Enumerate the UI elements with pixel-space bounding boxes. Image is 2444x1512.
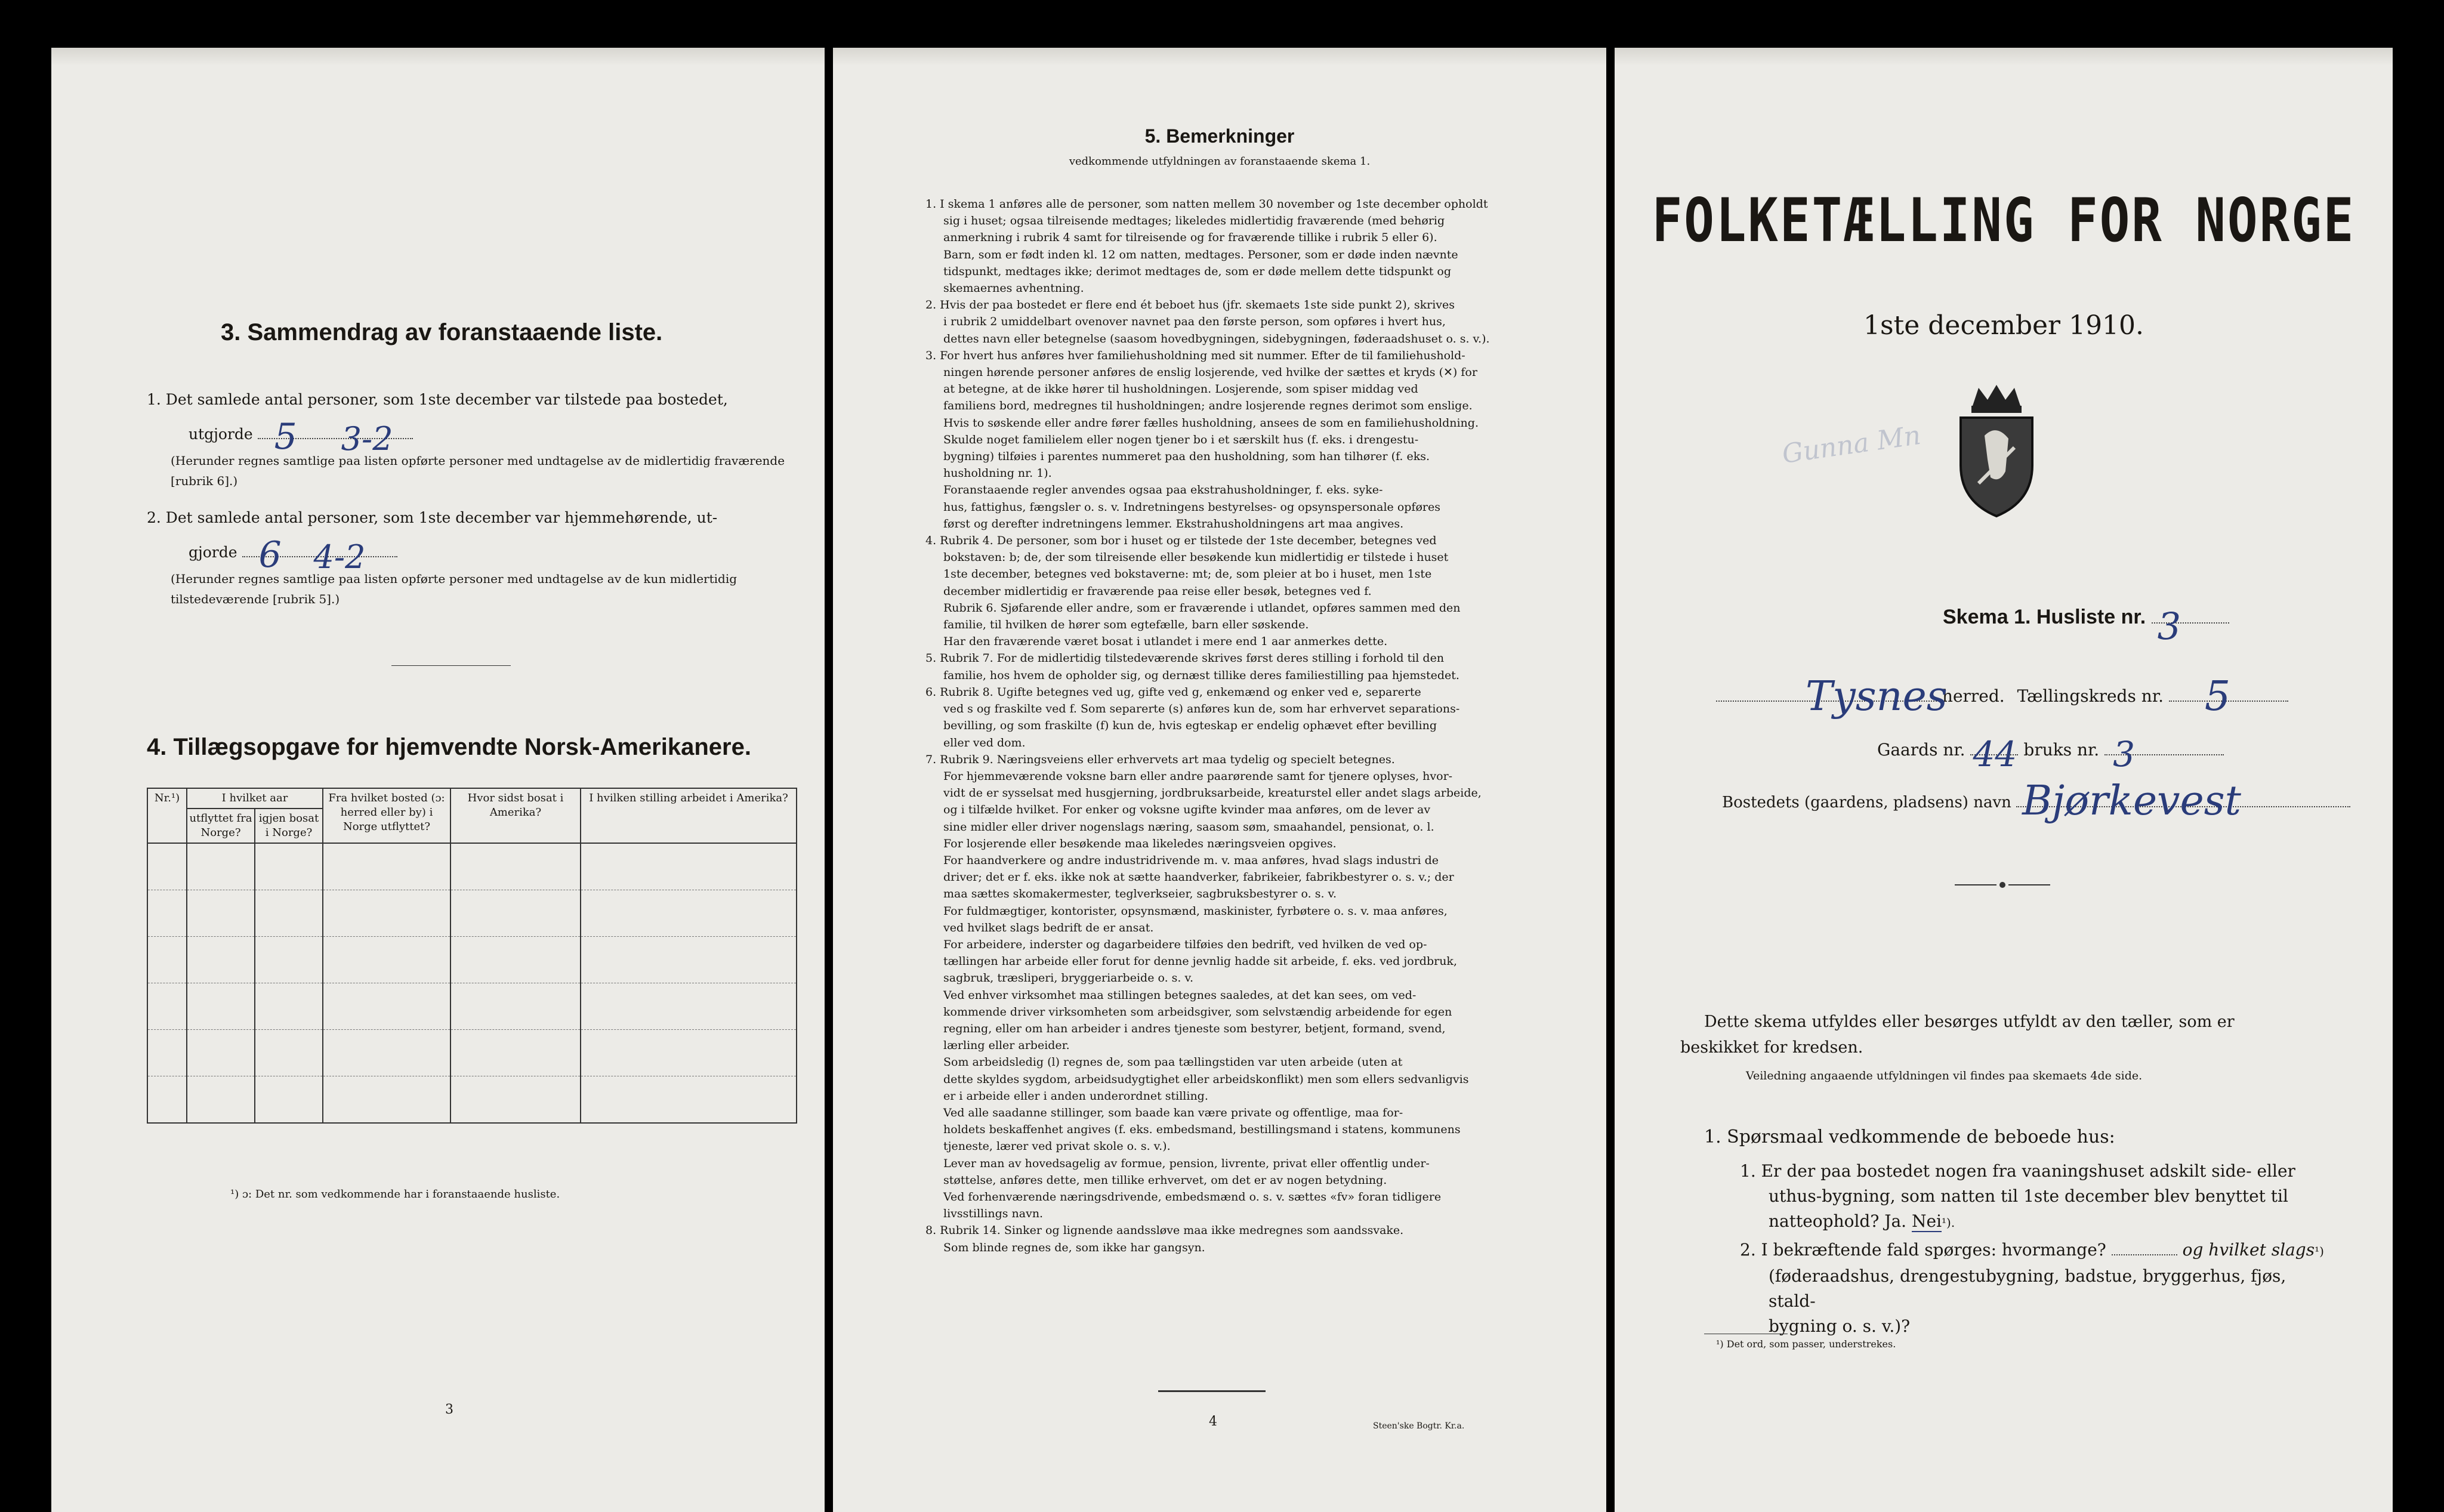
divider [391,665,511,666]
item1-note: (Herunder regnes samtlige paa listen opførte personer med undtagelse av de midlertidig fraværende [rubrik 6].) [171,453,785,488]
remark-line: først og derefter indretningens lemmer. Ekstrahusholdningens art maa angives. [943,517,1404,530]
col-nr: Nr.¹) [147,788,187,843]
item1-text: 1. Det samlede antal personer, som 1ste december var tilstede paa bostedet, [147,391,728,408]
kreds-field[interactable] [2169,673,2288,720]
remark-line: 2. Hvis der paa bostedet er flere end ét beboet hus (jfr. skemaets 1ste side punkt 2), skrives [925,298,1455,312]
remark-line: 1ste december, betegnes ved bokstaverne: mt; de, som pleier at bo i huset, men 1ste [943,567,1432,581]
herred-value: Tysnes [1806,673,1948,720]
remark-line: bokstaven: b; de, der som tilreisende eller besøkende kun midlertidig er tilstede i huset [943,551,1449,564]
remark-line: regning, eller om han arbeider i andres tjeneste som bestyrer, betjent, formand, svend, [943,1022,1446,1035]
bosted-line [1722,777,2350,825]
remark-line: og i tilfælde hvilket. For enker og voksne ugifte kvinder maa anføres, om de lever av [943,803,1431,817]
remark-line: Som blinde regnes de, som ikke har gangsyn. [943,1241,1205,1254]
remark-line: For losjerende eller besøkende maa likeledes næringsveien opgives. [943,837,1337,850]
remark-line: driver; det er f. eks. ikke nok at sætte haandverker, fabrikeier, fabrikbestyrer o. s. v.; der [943,871,1454,884]
bruks-label: bruks nr. [2023,740,2100,760]
remark-line: tidspunkt, medtages ikke; derimot medtages de, som er døde mellem dette tidspunkt og [943,264,1452,278]
item2-value: 6 [258,534,282,576]
remark-line: dettes navn eller betegnelse (saasom hovedbygningen, sidebygningen, føderaadshuset o. s. v.). [943,332,1490,345]
item2-text: 2. Det samlede antal personer, som 1ste december var hjemmehørende, ut- [147,509,718,526]
q1-line1: 1. Er der paa bostedet nogen fra vaaningshuset adskilt side- eller [1740,1161,2295,1181]
col-stilling: I hvilken stilling arbeidet i Amerika? [581,788,797,843]
item1-extra: 3-2 [341,420,393,458]
q2-mid: og hvilket slags [2182,1240,2315,1260]
page-cover [1615,48,2393,1512]
table-row [147,1030,797,1076]
remark-line: Barn, som er født inden kl. 12 om natten, medtages. Personer, som er døde inden nævnte [943,248,1458,261]
remark-line: skemaernes avhentning. [943,282,1084,295]
remark-line: 3. For hvert hus anføres hver familiehusholdning med sit nummer. Efter de til familiehushold- [925,348,1465,362]
remark-line: tællingen har arbeide eller forut for denne jevnlig hadde sit arbeide, f. eks. ved jordbruk, [943,955,1457,968]
remark-line: sagbruk, træsliperi, bryggeriarbeide o. s. v. [943,971,1194,985]
col-group-aar: I hvilket aar [187,788,323,809]
remark-line: Har den fraværende været bosat i utlandet i mere end 1 aar anmerkes dette. [943,635,1388,649]
remark-line: 5. Rubrik 7. For de midlertidig tilstedeværende skrives først deres stilling i forhold til den [925,652,1445,665]
remark-line: ved s og fraskilte ved f. Som separerte (s) anføres kun de, som har erhvervet separations- [943,702,1460,716]
q1-sup: ¹). [1942,1215,1955,1230]
col-fra: Fra hvilket bosted (ɔ: herred eller by) i Norge utflyttet? [323,788,450,843]
q1-line2: uthus-bygning, som natten til 1ste december blev benyttet til [1769,1186,2288,1206]
q2-hvormange-field[interactable] [2112,1254,2177,1255]
section4-title: 4. Tillægsopgave for hjemvendte Norsk-Amerikanere. [147,734,751,760]
page-number: 3 [445,1402,453,1417]
question-2 [1740,1238,2337,1339]
questions-title: 1. Spørsmaal vedkommende de beboede hus: [1704,1127,2115,1147]
bruks-field[interactable] [2104,734,2224,774]
item2-extra: 4-2 [313,538,366,576]
question-1 [1740,1159,2337,1235]
remark-line: Ved alle saadanne stillinger, som baade kan være private og offentlige, maa for- [943,1106,1403,1119]
remark-line: Foranstaaende regler anvendes ogsaa paa ekstrahusholdninger, f. eks. syke- [943,483,1383,497]
item1-line [189,416,413,458]
table-row [147,937,797,983]
remark-line: støttelse, anføres dette, men tillike erhvervet, om det er av nogen betydning. [943,1173,1387,1187]
page-remarks [833,48,1606,1512]
norway-coat-of-arms-icon [1943,382,2050,519]
info-line1: Dette skema utfyldes eller besørges utfyldt av den tæller, som er [1704,1013,2235,1031]
remark-line: dette skyldes sygdom, arbeidsudygtighet eller arbeidskonflikt) men som ellers sedvanligvis [943,1072,1469,1086]
q2-sup: ¹) [2315,1244,2324,1258]
remarks-title: 5. Bemerkninger [1144,125,1295,147]
table-row [147,983,797,1030]
herred-line [1716,673,2372,720]
info-line2: beskikket for kredsen. [1680,1038,1863,1057]
item2-note: (Herunder regnes samtlige paa listen opførte personer med undtagelse av de kun midlertidig tilstedeværende [rubrik 5].) [171,572,737,606]
remark-line: sine midler eller driver nogenslags næring, saasom søm, smaahandel, pensionat, o. l. [943,820,1434,834]
item1-prefix: utgjorde [189,425,253,443]
bosted-label: Bostedets (gaardens, pladsens) navn [1722,794,2011,811]
cover-footnote: ¹) Det ord, som passer, understrekes. [1716,1338,1896,1350]
remark-line: familiens bord, medregnes til husholdningen; andre losjerende regnes derimot som enslige. [943,399,1473,413]
gaards-line [1877,734,2224,774]
table-row [147,1076,797,1124]
item1-field[interactable] [258,416,413,458]
herred-label: herred. [1942,686,2005,706]
bosted-field[interactable] [2016,777,2350,825]
page-summary [51,48,825,1512]
husliste-value: 3 [2157,604,2181,648]
section3-title: 3. Sammendrag av foranstaaende liste. [221,319,663,345]
info-sub: Veiledning angaaende utfyldningen vil findes paa skemaets 4de side. [1746,1069,2143,1082]
remark-line: Hvis to søskende eller andre fører fælles husholdning, ansees de som en familiehusholdning. [943,416,1479,430]
remark-line: husholdning nr. 1). [943,467,1052,480]
remark-line: i rubrik 2 umiddelbart ovenover navnet paa den første person, som opføres i hvert hus, [943,315,1446,329]
remark-line: familie, til hvilken de hører som egtefælle, barn eller søskende. [943,618,1309,632]
remark-line: vidt de er sysselsat med husgjerning, jordbruksarbeide, kreaturstel eller andet slags arbeide, [943,786,1482,800]
remarks-subtitle: vedkommende utfyldningen av foranstaaende skema 1. [1069,155,1371,168]
kreds-label: Tællingskreds nr. [2017,686,2164,706]
skema-label: Skema 1. Husliste nr. [1943,606,2146,628]
page-edge-shadow [833,48,1606,66]
remark-line: Rubrik 6. Sjøfarende eller andre, som er fraværende i utlandet, opføres sammen med den [943,601,1461,615]
remark-line: familie, hos hvem de opholder sig, og dernæst tillike deres familiestilling paa hjemstedet. [943,668,1459,682]
remark-line: 1. I skema 1 anføres alle de personer, som natten mellem 30 november og 1ste december opholdt [925,198,1488,211]
table-footnote: ¹) ɔ: Det nr. som vedkommende har i foranstaaende husliste. [230,1188,560,1201]
printer-mark: Steen'ske Bogtr. Kr.a. [1373,1421,1465,1431]
remark-line: ningen hørende personer anføres de enslig losjerende, ved hvilke der sættes et kryds (✕) for [943,366,1477,379]
herred-field[interactable] [1716,673,1948,720]
q2-line3: bygning o. s. v.)? [1769,1316,1911,1336]
remark-line: maa sættes skomakermester, teglverkseier, sagbruksbestyrer o. s. v. [943,887,1337,901]
gaards-field[interactable] [1970,734,2018,774]
remark-line: Skulde noget familielem eller nogen tjener bo i et særskilt hus (f. eks. i drengestu- [943,433,1419,446]
remark-line: 6. Rubrik 8. Ugifte betegnes ved ug, gifte ved g, enkemænd og enker ved e, separerte [925,685,1421,699]
remark-line: kommende driver virksomheten som arbeidsgiver, som selvstændig arbeidende for egen [943,1005,1452,1019]
bruks-value: 3 [2113,734,2136,774]
q1-answer[interactable]: Nei [1912,1211,1942,1231]
ornament-divider [1955,880,2050,888]
remark-line: For haandverkere og andre industridrivende m. v. maa anføres, hvad slags industri de [943,853,1439,867]
col-hvor: Hvor sidst bosat i Amerika? [450,788,581,843]
remark-line: bygning) tilføies i parentes nummeret paa den husholdning, som han tilhører (f. eks. [943,450,1430,464]
q2-line1: 2. I bekræftende fald spørges: hvormange? [1740,1240,2106,1260]
remark-line: 4. Rubrik 4. De personer, som bor i huset og er tilstede der 1ste december, betegnes ved [925,534,1437,548]
gaards-value: 44 [1973,734,2017,774]
remark-line: ved hvilket slags bedrift de er ansat. [943,921,1154,934]
remark-line: december midlertidig er fraværende paa reise eller besøk, betegnes ved f. [943,584,1372,598]
remark-line: at betegne, at de ikke hører til husholdningen. Losjerende, som spiser middag ved [943,382,1418,396]
remark-line: Ved forhenværende næringsdrivende, embedsmænd o. s. v. sættes «fv» foran tidligere [943,1190,1442,1204]
remark-line: 7. Rubrik 9. Næringsveiens eller erhvervets art maa tydelig og specielt betegnes. [925,752,1395,766]
col-bosat: igjen bosat i Norge? [255,809,323,843]
table-row [147,843,797,890]
husliste-field[interactable] [2152,604,2229,648]
remark-line: 8. Rubrik 14. Sinker og lignende aandssløve maa ikke medregnes som aandssvake. [925,1224,1404,1238]
remark-line: livsstillings navn. [943,1207,1044,1221]
gaards-label: Gaards nr. [1877,740,1965,760]
divider [1158,1390,1266,1392]
remark-line: hus, fattighus, fængsler o. s. v. Indretningens bestyrelses- og opsynspersonale opføres [943,500,1440,514]
bosted-value: Bjørkevest [2022,777,2241,825]
remark-line: lærling eller arbeider. [943,1039,1070,1053]
item1-value: 5 [274,416,297,458]
remark-line: anmerkning i rubrik 4 samt for tilreisende og for fraværende tillike i rubrik 5 eller 6). [943,231,1437,245]
item2-line [189,534,397,576]
bleed-through-writing: Gunna Mn [1780,419,1923,470]
remark-line: eller ved dom. [943,736,1026,749]
q1-line3-wrap [1740,1209,2337,1235]
census-date: 1ste december 1910. [1863,310,2144,341]
remark-line: For hjemmeværende voksne barn eller andre paarørende samt for tjenere oplyses, hvor- [943,769,1453,783]
page-edge-shadow [51,48,825,66]
remark-line: Lever man av hovedsagelig av formue, pension, livrente, privat eller offentlig under- [943,1156,1430,1170]
skema-line [1943,604,2229,648]
remark-line: Ved enhver virksomhet maa stillingen betegnes saaledes, at det kan sees, om ved- [943,988,1417,1002]
remark-line: For fuldmægtiger, kontorister, opsynsmænd, maskinister, fyrbøtere o. s. v. maa anføres, [943,904,1448,918]
page-number: 4 [1209,1414,1217,1429]
table-row [147,890,797,937]
remark-line: sig i huset; ogsaa tilreisende medtages; likeledes midlertidig fraværende (med behørig [943,214,1445,228]
q1-line3: natteophold? Ja. [1769,1211,1907,1231]
q2-line2: (føderaadshus, drengestubygning, badstue, bryggerhus, fjøs, stald- [1769,1266,2286,1311]
remark-line: er i arbeide eller i anden underordnet stilling. [943,1089,1208,1103]
kreds-value: 5 [2204,673,2231,720]
page-edge-shadow [1615,48,2393,66]
census-title: FOLKETÆLLING FOR NORGE [1652,185,2356,255]
remark-line: bevilling, og som fraskilte (f) kun de, hvis egteskap er endelig ophævet efter bevilling [943,719,1437,733]
item2-field[interactable] [242,534,397,576]
col-utflyttet: utflyttet fra Norge? [187,809,255,843]
norsk-amerikaner-table [147,788,797,1124]
remark-line: tjeneste, lærer ved privat skole o. s. v.). [943,1140,1171,1153]
remark-line: holdets beskaffenhet angives (f. eks. embedsmand, bestillingsmand i statens, kommunens [943,1123,1461,1137]
remark-line: Som arbeidsledig (l) regnes de, som paa tællingstiden var uten arbeide (uten at [943,1056,1403,1069]
item2-prefix: gjorde [189,544,237,561]
remarks-body [925,196,1531,1256]
remark-line: For arbeidere, inderster og dagarbeidere tilføies den bedrift, ved hvilken de ved op- [943,937,1427,951]
